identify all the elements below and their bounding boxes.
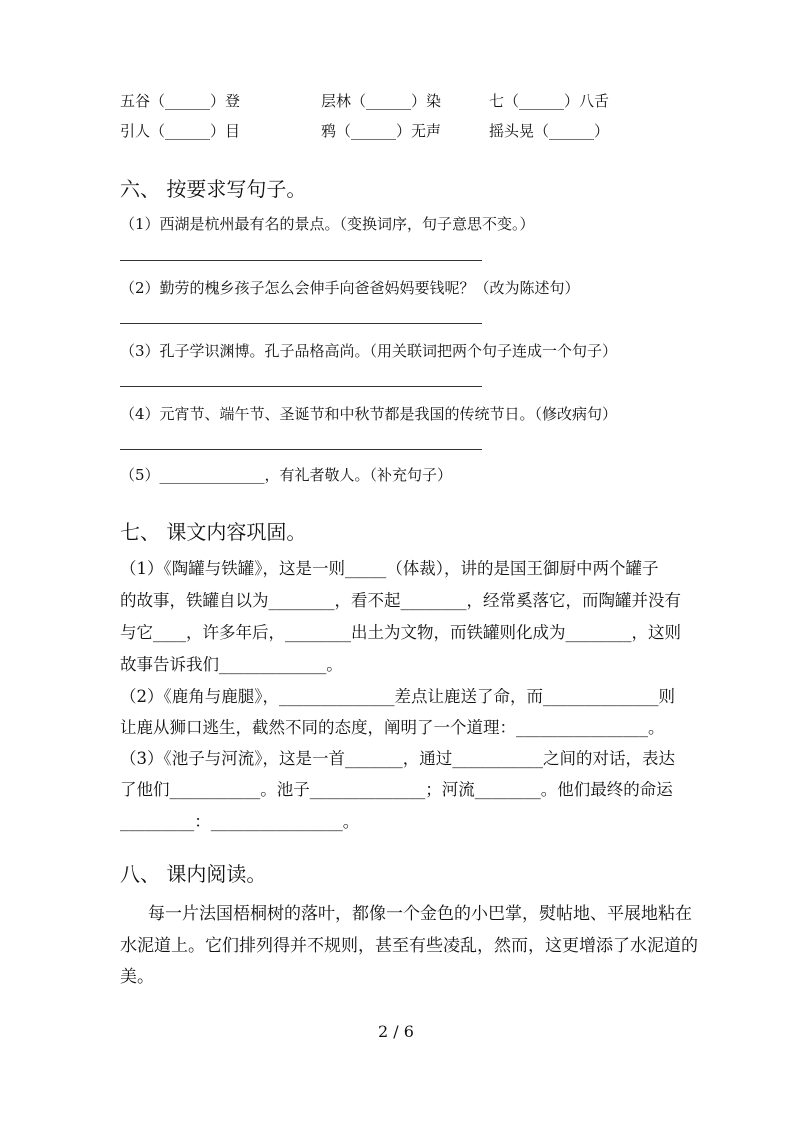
section-6-item-5: （5）______________，有礼者敬人。（补充句子） — [120, 466, 453, 484]
section-6-item-3: （3）孔子学识渊博。孔子品格高尚。（用关联词把两个句子连成一个句子） — [120, 342, 618, 360]
idiom-2-1: 引人（______）目 — [120, 122, 241, 140]
section-6-item-1: （1）西湖是杭州最有名的景点。（变换词序，句子意思不变。） — [120, 215, 535, 233]
reading-line-1: 每一片法国梧桐树的落叶，都像一个金色的小巴掌，熨帖地、平展地粘在 — [148, 904, 692, 924]
section-7-line-5: （2）《鹿角与鹿腿》，______________差点让鹿送了命，而______________则 — [120, 687, 675, 706]
section-7-line-1: （1）《陶罐与铁罐》，这是一则_____（体裁），讲的是国王御厨中两个罐子 — [120, 559, 659, 578]
idiom-1-2: 层林（______）染 — [321, 92, 442, 110]
answer-line-2[interactable] — [120, 323, 482, 324]
section-6-title: 六、 按要求写句子。 — [120, 177, 307, 201]
section-7-line-9: _________：________________。 — [120, 812, 360, 831]
section-6-item-4: （4）元宵节、端午节、圣诞节和中秋节都是我国的传统节日。（修改病句） — [120, 405, 618, 423]
answer-line-3[interactable] — [120, 386, 482, 387]
section-7-line-6: 让鹿从狮口逃生，截然不同的态度，阐明了一个道理：________________。 — [120, 718, 665, 737]
section-7-line-4: 故事告诉我们_____________。 — [120, 655, 343, 674]
section-7-line-8: 了他们___________。池子______________；河流________。他们最终的命运 — [120, 780, 673, 799]
answer-line-4[interactable] — [120, 449, 482, 450]
idiom-2-3: 摇头晃（______） — [489, 122, 610, 140]
section-7-line-3: 与它____，许多年后，________出土为文物，而铁罐则化成为________，这则 — [120, 623, 681, 642]
idiom-1-3: 七（______）八舌 — [489, 92, 610, 110]
section-7-line-7: （3）《池子与河流》，这是一首_______，通过___________之间的对话，表达 — [120, 749, 675, 768]
page-number: 2 / 6 — [378, 1022, 414, 1041]
section-8-title: 八、 课内阅读。 — [120, 862, 267, 886]
section-7-title: 七、 课文内容巩固。 — [120, 520, 307, 544]
reading-line-2: 水泥道上。它们排列得并不规则，甚至有些凌乱，然而，这更增添了水泥道的 — [120, 936, 698, 956]
section-7-line-2: 的故事，铁罐自以为________，看不起________，经常奚落它，而陶罐并没有 — [120, 591, 681, 610]
idiom-1-1: 五谷（______）登 — [120, 92, 241, 110]
answer-line-1[interactable] — [120, 260, 482, 261]
reading-line-3: 美。 — [120, 967, 154, 987]
idiom-2-2: 鸦（______）无声 — [321, 122, 442, 140]
section-6-item-2: （2）勤劳的槐乡孩子怎么会伸手向爸爸妈妈要钱呢？（改为陈述句） — [120, 279, 580, 297]
